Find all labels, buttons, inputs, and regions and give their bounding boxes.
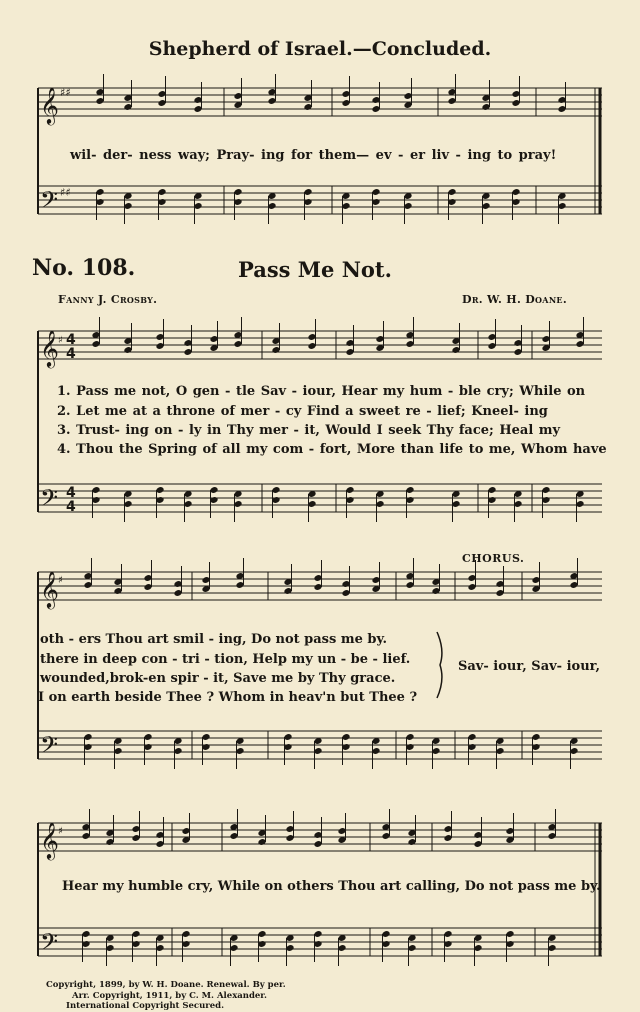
svg-text:4: 4 [66, 499, 76, 515]
svg-text:𝄞: 𝄞 [40, 570, 59, 608]
continuation-lyric: wil- der- ness way; Pray- ing for them— ev - er liv - ing to pray! [70, 148, 557, 163]
copyright-line-3: International Copyright Secured. [66, 1001, 225, 1011]
verse-cont-3: wounded,brok-en spir - it, Save me by Thy grace. [40, 671, 396, 686]
author: Fanny J. Crosby. [58, 293, 158, 306]
svg-text:♯: ♯ [58, 826, 63, 837]
composer: Dr. W. H. Doane. [462, 293, 567, 306]
refrain-lyric: Hear my humble cry, While on others Thou art calling, Do not pass me by. [62, 879, 601, 894]
copyright-line-2: Arr. Copyright, 1911, by C. M. Alexander. [72, 991, 267, 1001]
svg-text:𝄢: 𝄢 [40, 484, 59, 517]
hymn-title: Pass Me Not. [238, 257, 392, 282]
staff-3-bass [38, 731, 602, 759]
verse-cont-4: I on earth beside Thee ? Whom in heav'n but Thee ? [38, 690, 418, 705]
staff-2-bass [38, 484, 602, 512]
svg-text:𝄞: 𝄞 [40, 86, 59, 124]
svg-text:𝄢: 𝄢 [40, 731, 59, 764]
verse-cont-2: there in deep con - tri - tion, Help my un - be - lief. [40, 652, 411, 667]
svg-text:4: 4 [66, 332, 76, 348]
verse-line-3: 3. Trust- ing on - ly in Thy mer - it, Would I seek Thy face; Heal my [57, 423, 561, 438]
svg-text:♯♯: ♯♯ [60, 186, 71, 199]
svg-text:𝄢: 𝄢 [40, 928, 59, 961]
svg-text:4: 4 [66, 485, 76, 501]
svg-text:𝄢: 𝄢 [40, 186, 59, 219]
svg-text:♯♯: ♯♯ [60, 86, 71, 99]
verse-cont-1: oth - ers Thou art smil - ing, Do not pass me by. [40, 632, 388, 647]
hymn-number: No. 108. [32, 255, 136, 281]
verse-line-2: 2. Let me at a throne of mer - cy Find a sweet re - lief; Kneel- ing [57, 404, 548, 419]
chorus-text: Sav- iour, Sav- iour, [458, 659, 601, 674]
svg-text:4: 4 [66, 346, 76, 362]
chorus-label: CHORUS. [462, 552, 525, 565]
copyright-line-1: Copyright, 1899, by W. H. Doane. Renewal. By per. [46, 980, 286, 990]
verse-line-4: 4. Thou the Spring of all my com - fort, More than life to me, Whom have [57, 442, 607, 457]
svg-text:♯: ♯ [58, 335, 63, 346]
svg-text:♯: ♯ [58, 575, 63, 586]
svg-text:𝄞: 𝄞 [40, 329, 59, 367]
verse-line-1: 1. Pass me not, O gen - tle Sav - iour, Hear my hum - ble cry; While on [57, 384, 586, 399]
continuation-title: Shepherd of Israel.—Concluded. [148, 38, 492, 60]
svg-text:𝄞: 𝄞 [40, 821, 59, 859]
